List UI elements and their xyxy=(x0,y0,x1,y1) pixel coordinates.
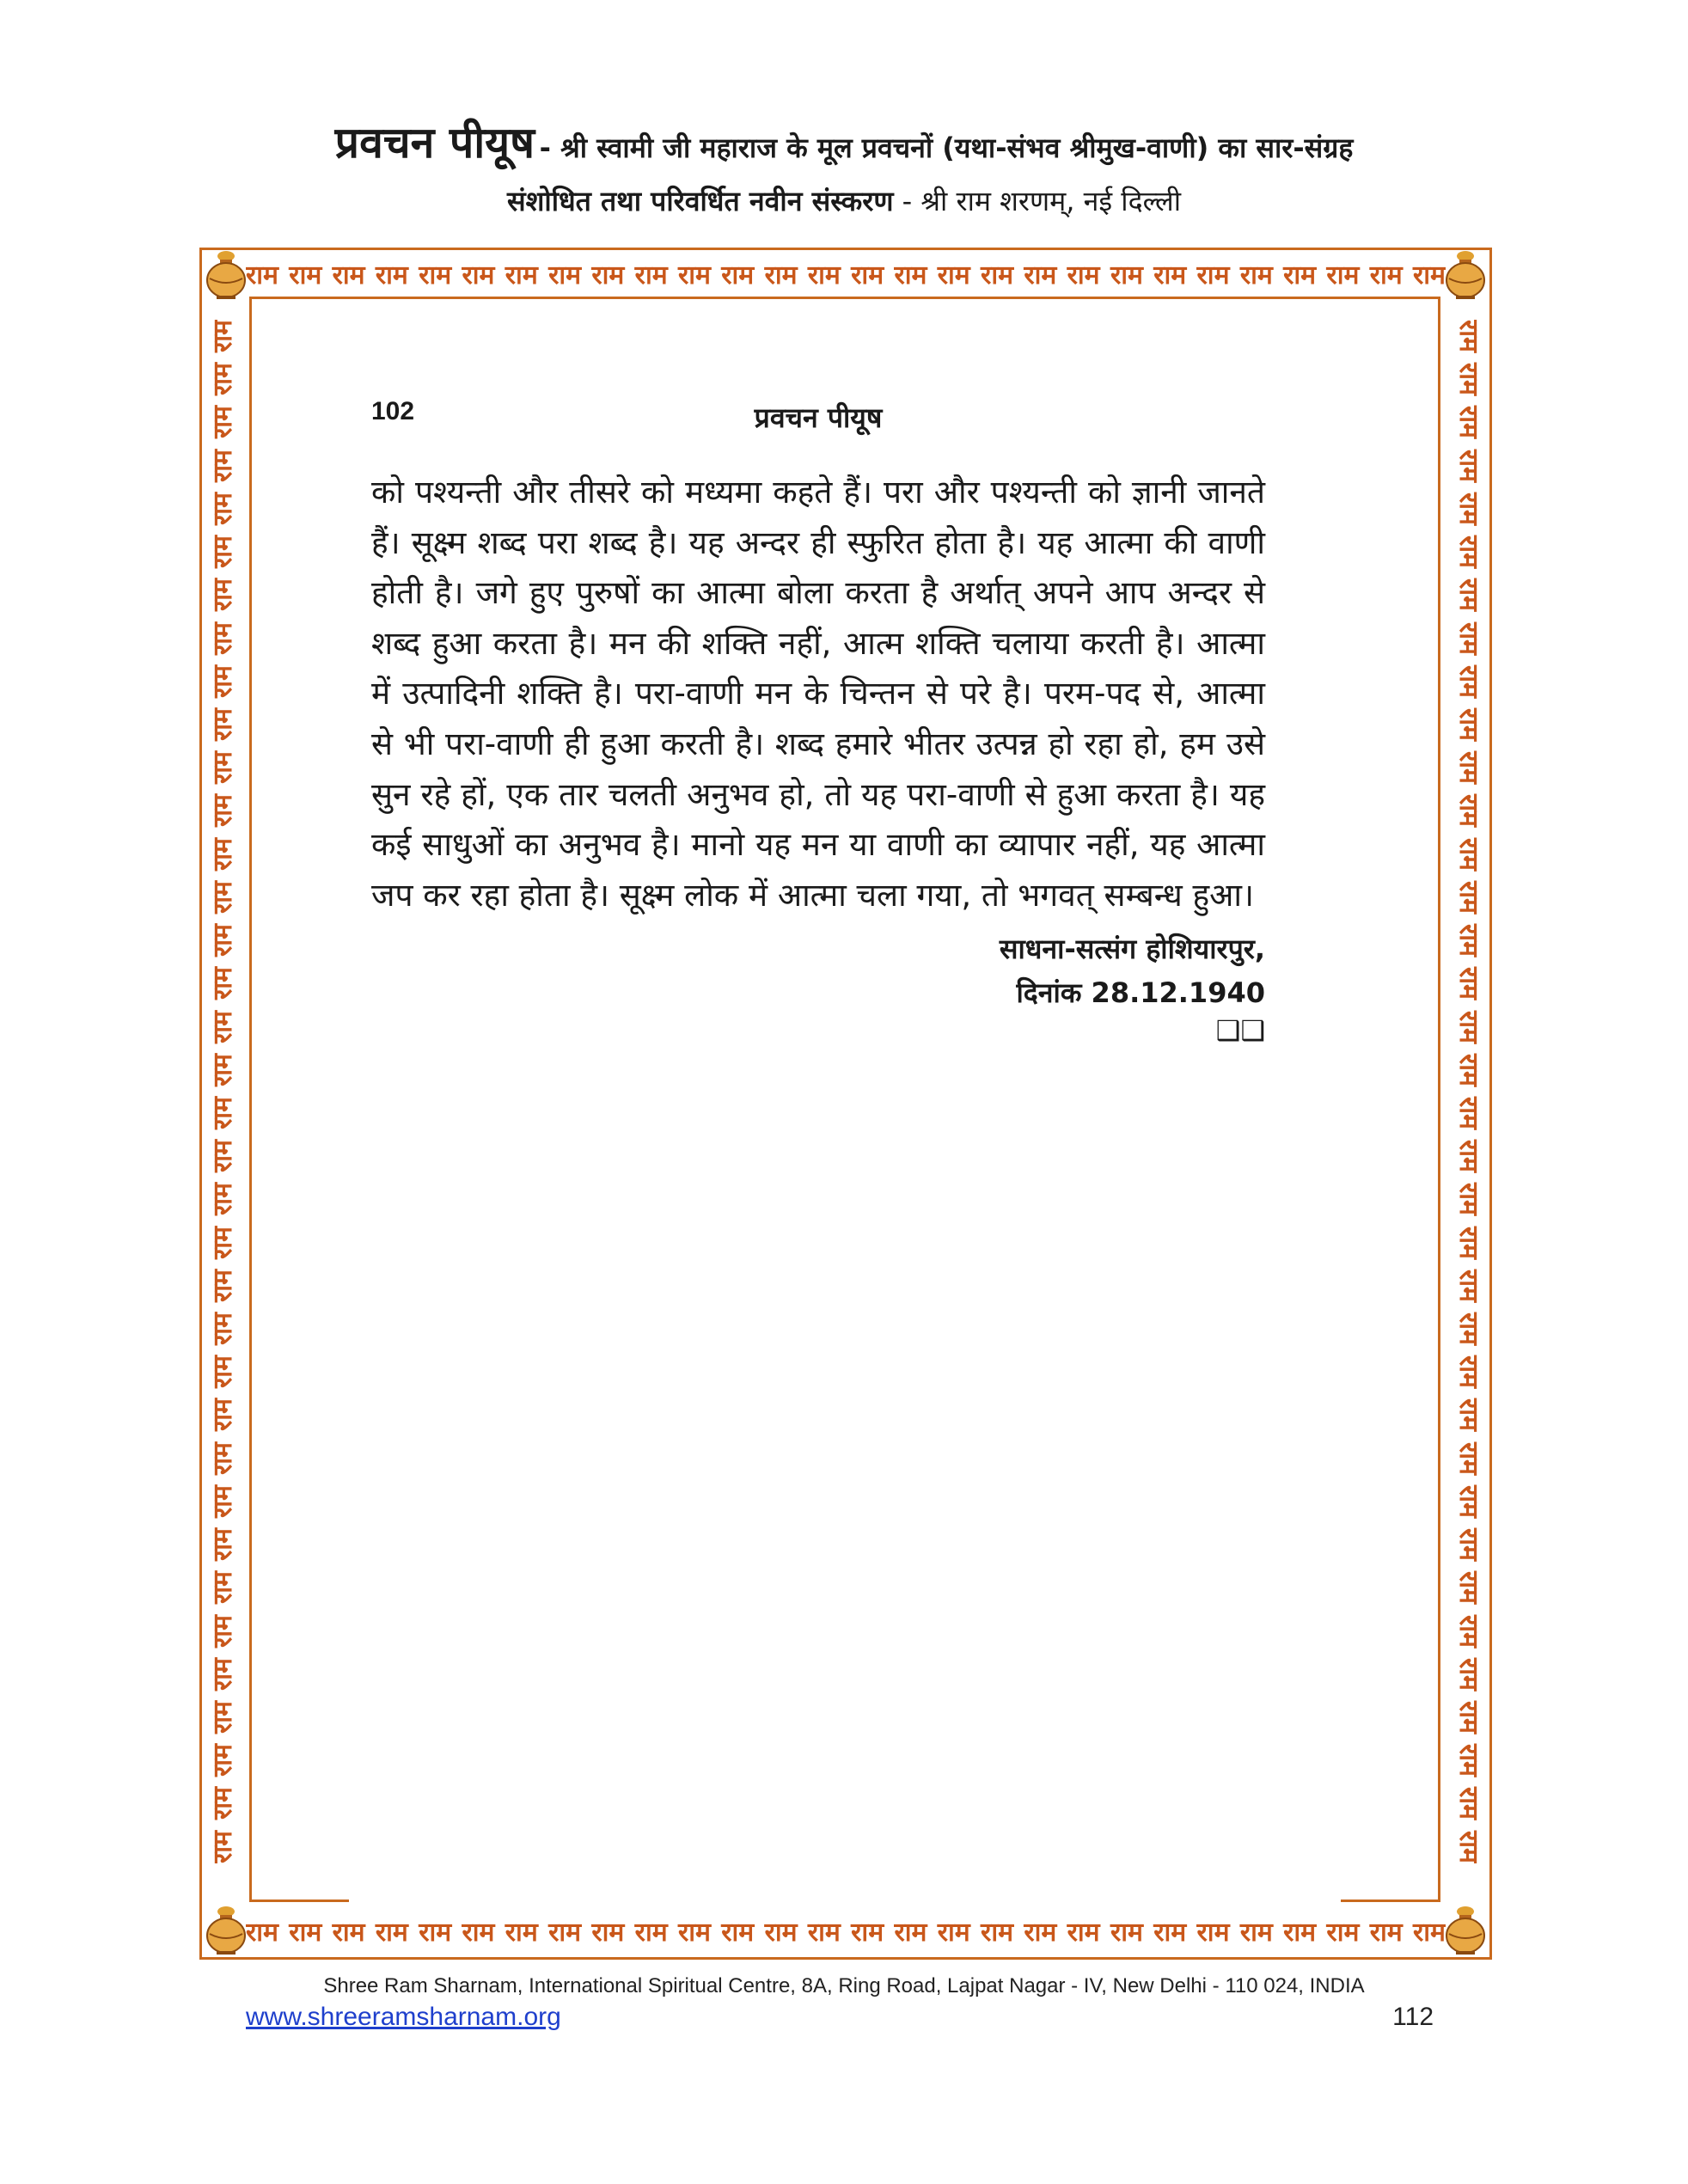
border-word: राम xyxy=(1453,1657,1483,1691)
border-word: राम xyxy=(1453,1571,1483,1605)
border-word: राम xyxy=(208,967,238,1000)
border-word: राम xyxy=(289,1917,322,1948)
border-word: राम xyxy=(1283,1917,1317,1948)
border-word: राम xyxy=(208,1787,238,1820)
border-word: राम xyxy=(851,260,884,291)
border-word: राम xyxy=(208,363,238,396)
border-word: राम xyxy=(208,320,238,352)
border-word: राम xyxy=(1453,320,1483,352)
border-word: राम xyxy=(1453,1528,1483,1562)
kalash-pot-icon xyxy=(203,1905,249,1956)
scanned-page-content xyxy=(371,397,1265,1048)
border-word: राम xyxy=(1413,260,1446,291)
border-word: राम xyxy=(1453,1140,1483,1173)
border-band-top xyxy=(246,253,1446,294)
border-word: राम xyxy=(208,1053,238,1086)
signature-place: साधना-सत्संग होशियारपुर, xyxy=(999,933,1265,966)
border-word: राम xyxy=(505,1917,538,1948)
border-word: राम xyxy=(1239,1917,1273,1948)
website-link[interactable]: www.shreeramsharnam.org xyxy=(246,2003,561,2031)
border-word: राम xyxy=(208,880,238,914)
border-word: राम xyxy=(1453,1355,1483,1389)
border-word: राम xyxy=(1453,1010,1483,1043)
border-word: राम xyxy=(1453,1053,1483,1086)
border-word: राम xyxy=(208,578,238,612)
border-word: राम xyxy=(1453,363,1483,396)
end-ornament: ❑❑ xyxy=(1215,1014,1265,1048)
border-word: राम xyxy=(208,707,238,741)
body-paragraph: को पश्यन्ती और तीसरे को मध्यमा कहते हैं। परा और पश्यन्ती को ज्ञानी जानते हैं। सूक्ष्म शब्द परा शब्द है। यह अन्दर ही स्फुरित होता है। यह आत्मा की वाणी होती है। जगे हुए पुरुषों का आत्मा बोला करता है अर्थात् अपने आप अन्दर से शब्द हुआ करता है। मन की शक्ति नहीं, आत्म शक्ति चलाया करती है। आत्मा में उत्पादिनी शक्ति है। परा-वाणी मन के चिन्तन से परे है। परम-पद से, आत्मा से भी परा-वाणी ही हुआ करती है। शब्द हमारे भीतर उत्पन्न हो रहा हो, हम उसे सुन रहे हों, एक तार चलती अनुभव हो, तो यह परा-वाणी से हुआ करता है। यह कई साधुओं का अनुभव है। मानो यह मन या वाणी का व्यापार नहीं, यह आत्मा जप कर रहा होता है। सूक्ष्म लोक में आत्मा चला गया, तो भगवत् सम्बन्ध हुआ। xyxy=(371,474,1265,914)
border-word: राम xyxy=(677,260,711,291)
border-word: राम xyxy=(894,1917,927,1948)
border-word: राम xyxy=(505,260,538,291)
border-word: राम xyxy=(894,260,927,291)
border-word: राम xyxy=(208,837,238,871)
border-word: राम xyxy=(548,260,582,291)
pdf-page-number: 112 xyxy=(1392,2003,1434,2031)
border-word: राम xyxy=(1453,837,1483,871)
border-word: राम xyxy=(208,492,238,525)
border-word: राम xyxy=(1453,1744,1483,1777)
border-word: राम xyxy=(1110,260,1143,291)
border-word: राम xyxy=(1110,1917,1143,1948)
border-word: राम xyxy=(208,1355,238,1389)
border-word: राम xyxy=(208,751,238,785)
border-word: राम xyxy=(981,260,1014,291)
border-word: राम xyxy=(1153,1917,1187,1948)
border-word: राम xyxy=(1453,1441,1483,1475)
border-word: राम xyxy=(246,1917,278,1948)
border-word: राम xyxy=(1024,1917,1057,1948)
border-word: राम xyxy=(1453,406,1483,439)
border-word: राम xyxy=(764,260,798,291)
border-word: राम xyxy=(208,449,238,482)
border-word: राम xyxy=(208,1484,238,1518)
border-word: राम xyxy=(208,621,238,655)
kalash-pot-icon xyxy=(1442,249,1489,301)
border-word: राम xyxy=(1453,1312,1483,1346)
border-word: राम xyxy=(208,1571,238,1605)
border-word: राम xyxy=(208,1528,238,1562)
border-word: राम xyxy=(1369,260,1403,291)
border-word: राम xyxy=(1283,260,1317,291)
border-word: राम xyxy=(1453,664,1483,698)
border-word: राम xyxy=(208,406,238,439)
border-word: राम xyxy=(1453,1701,1483,1734)
inner-rule-right xyxy=(1438,297,1440,1902)
border-word: राम xyxy=(937,1917,970,1948)
book-subtitle: - श्री स्वामी जी महाराज के मूल प्रवचनों (यथा-संभव श्रीमुख-वाणी) का सार-संग्रह xyxy=(539,132,1354,164)
border-word: राम xyxy=(375,1917,408,1948)
border-word: राम xyxy=(1453,924,1483,957)
border-word: राम xyxy=(1453,1269,1483,1302)
border-word: राम xyxy=(208,1312,238,1346)
border-word: राम xyxy=(1024,260,1057,291)
border-word: राम xyxy=(721,260,755,291)
footer-address: Shree Ram Sharnam, International Spiritual Centre, 8A, Ring Road, Lajpat Nagar - IV, New Delhi - 110 024, INDIA xyxy=(323,1974,1365,1997)
border-word: राम xyxy=(1239,260,1273,291)
border-word: राम xyxy=(208,1657,238,1691)
edition-title: संशोधित तथा परिवर्धित नवीन संस्करण xyxy=(507,185,894,217)
border-word: राम xyxy=(208,1614,238,1648)
border-word: राम xyxy=(1453,794,1483,828)
border-band-right xyxy=(1447,320,1489,1863)
page-running-head xyxy=(371,397,1265,449)
border-word: राम xyxy=(1453,967,1483,1000)
border-band-bottom xyxy=(246,1910,1446,1951)
running-title: प्रवचन पीयूष xyxy=(754,401,883,434)
border-word: राम xyxy=(332,1917,365,1948)
page-number: 102 xyxy=(371,397,415,425)
border-word: राम xyxy=(246,260,278,291)
border-word: राम xyxy=(1453,1226,1483,1259)
kalash-pot-icon xyxy=(1442,1905,1489,1956)
border-word: राम xyxy=(634,260,668,291)
border-word: राम xyxy=(851,1917,884,1948)
border-word: राम xyxy=(1453,578,1483,612)
border-word: राम xyxy=(807,1917,841,1948)
border-word: राम xyxy=(289,260,322,291)
border-word: राम xyxy=(591,260,625,291)
border-word: राम xyxy=(1453,449,1483,482)
border-word: राम xyxy=(208,1441,238,1475)
signature-date: दिनांक 28.12.1940 xyxy=(1016,976,1265,1010)
document-header xyxy=(0,112,1688,170)
border-word: राम xyxy=(1453,492,1483,525)
book-title: प्रवचन पीयूष xyxy=(334,118,535,168)
border-word: राम xyxy=(208,1269,238,1302)
border-word: राम xyxy=(208,1140,238,1173)
border-band-left xyxy=(203,320,244,1863)
border-word: राम xyxy=(677,1917,711,1948)
border-word: राम xyxy=(764,1917,798,1948)
border-word: राम xyxy=(1453,1614,1483,1648)
border-word: राम xyxy=(1453,621,1483,655)
edition-publisher: - श्री राम शरणम्, नई दिल्ली xyxy=(893,185,1181,217)
border-word: राम xyxy=(1326,260,1360,291)
border-word: राम xyxy=(1453,1398,1483,1432)
inner-rule-bottom-right xyxy=(1341,1900,1440,1902)
border-word: राम xyxy=(332,260,365,291)
border-word: राम xyxy=(1369,1917,1403,1948)
border-word: राम xyxy=(419,260,452,291)
border-word: राम xyxy=(1453,707,1483,741)
border-word: राम xyxy=(1453,751,1483,785)
inner-rule-bottom-left xyxy=(249,1900,349,1902)
border-word: राम xyxy=(208,664,238,698)
border-word: राम xyxy=(1067,1917,1100,1948)
border-word: राम xyxy=(208,1830,238,1863)
border-word: राम xyxy=(462,260,495,291)
border-word: राम xyxy=(208,924,238,957)
border-word: राम xyxy=(1453,1096,1483,1129)
inner-rule-top xyxy=(249,297,1440,299)
border-word: राम xyxy=(721,1917,755,1948)
border-word: राम xyxy=(208,1096,238,1129)
border-word: राम xyxy=(1413,1917,1446,1948)
border-word: राम xyxy=(1453,1484,1483,1518)
border-word: राम xyxy=(548,1917,582,1948)
border-word: राम xyxy=(937,260,970,291)
edition-line xyxy=(0,182,1688,219)
border-word: राम xyxy=(1453,1787,1483,1820)
border-word: राम xyxy=(591,1917,625,1948)
border-word: राम xyxy=(1453,880,1483,914)
border-word: राम xyxy=(208,1010,238,1043)
border-word: राम xyxy=(208,1183,238,1216)
border-word: राम xyxy=(1453,1830,1483,1863)
border-word: राम xyxy=(208,794,238,828)
border-word: राम xyxy=(208,1744,238,1777)
border-word: राम xyxy=(634,1917,668,1948)
border-word: राम xyxy=(419,1917,452,1948)
border-word: राम xyxy=(208,535,238,569)
border-word: राम xyxy=(981,1917,1014,1948)
border-word: राम xyxy=(1196,1917,1230,1948)
border-word: राम xyxy=(1453,535,1483,569)
border-word: राम xyxy=(1153,260,1187,291)
border-word: राम xyxy=(1196,260,1230,291)
border-word: राम xyxy=(208,1701,238,1734)
border-word: राम xyxy=(208,1398,238,1432)
border-word: राम xyxy=(462,1917,495,1948)
kalash-pot-icon xyxy=(203,249,249,301)
border-word: राम xyxy=(375,260,408,291)
border-word: राम xyxy=(208,1226,238,1259)
inner-rule-left xyxy=(249,297,252,1902)
border-word: राम xyxy=(807,260,841,291)
border-word: राम xyxy=(1453,1183,1483,1216)
border-word: राम xyxy=(1326,1917,1360,1948)
border-word: राम xyxy=(1067,260,1100,291)
